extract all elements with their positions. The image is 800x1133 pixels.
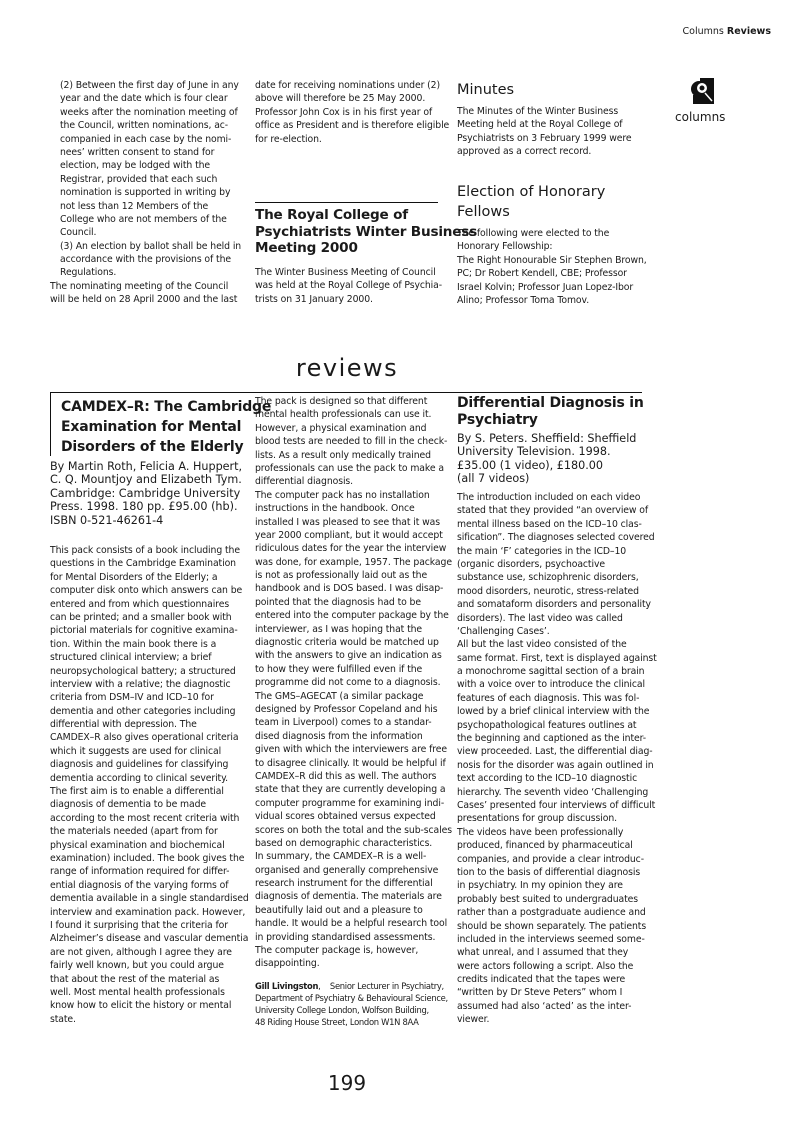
text-line: This pack consists of a book including the	[50, 545, 240, 556]
text-line: All but the last video consisted of the	[457, 639, 627, 651]
text-line: The Right Honourable Sir Stephen Brown,	[457, 254, 647, 266]
text-line: installed I was pleased to see that it was	[255, 516, 441, 528]
text-line: substance use, schizophrenic disorders,	[457, 572, 639, 584]
title-line: Examination for Mental	[61, 419, 242, 435]
text-line: date for receiving nominations under (2)	[255, 80, 441, 91]
text-line: is not as professionally laid out as the	[255, 570, 428, 582]
text-line: nosis for the disorder was again outlined in	[457, 759, 654, 771]
running-header	[683, 26, 771, 37]
text-line: handbook and is DOS based. I was disap-	[255, 583, 444, 595]
text-line: instructions in the handbook. Once	[255, 503, 415, 515]
text-line: hierarchy. The seventh video ‘Challenging	[457, 786, 649, 798]
byline-line: University Television. 1998.	[457, 445, 611, 459]
affiliation-line: 48 Riding House Street, London W1N 8AA	[255, 1017, 419, 1027]
text-line: PC; Dr Robert Kendell, CBE; Professor	[457, 268, 627, 280]
text-line: diagnosis of dementia to be made	[50, 799, 207, 811]
text-line: election, may be lodged with the	[60, 160, 211, 172]
text-line: professionals can use the pack to make a	[255, 462, 444, 474]
columns-logo-icon	[688, 77, 718, 105]
text-line: vidual scores obtained versus expected	[255, 811, 436, 823]
text-line: assumed had also ‘acted’ as the inter-	[457, 1000, 632, 1012]
text-line: year and the date which is four clear	[60, 93, 228, 105]
text-line: differential diagnosis.	[255, 476, 354, 488]
text-line: questions in the Cambridge Examination	[50, 558, 236, 570]
text-line: mental illness based on the ICD–10 clas-	[457, 518, 642, 530]
text-line: mood disorders, neurotic, stress-related	[457, 585, 639, 597]
review1-col1-text	[50, 544, 249, 1026]
text-line: The computer package is, however,	[255, 945, 419, 957]
text-line: computer programme for examining indi-	[255, 797, 445, 809]
reviewer-name: Gill Livingston	[255, 981, 319, 991]
text-line: examination) included. The book gives the	[50, 852, 245, 864]
text-line: office as President and is therefore eligible	[255, 120, 450, 132]
title-line: Differential Diagnosis in	[457, 395, 644, 411]
text-line: for Mental Disorders of the Elderly; a	[50, 571, 218, 583]
text-line: programme did not come to a diagnosis.	[255, 677, 441, 689]
page-number: 199	[327, 1071, 367, 1095]
title-line: Psychiatrists Winter Business	[255, 223, 478, 240]
text-line: stated that they provided “an overview of	[457, 505, 649, 517]
review2-byline	[457, 432, 636, 486]
text-line: state.	[50, 1013, 76, 1025]
text-line: fairly well known, but you could argue	[50, 960, 224, 972]
text-line: presentations for group discussion.	[457, 813, 617, 825]
text-line: The Winter Business Meeting of Council	[255, 267, 436, 278]
text-line: probably best suited to undergraduates	[457, 893, 639, 905]
review1-byline	[50, 460, 242, 527]
text-line: above will therefore be 25 May 2000.	[255, 93, 426, 105]
text-line: the main ‘F’ categories in the ICD–10	[457, 545, 627, 557]
text-line: mental health professionals can use it.	[255, 409, 432, 421]
text-line: should be shown separately. The patients	[457, 920, 647, 932]
honorary-title	[457, 182, 605, 222]
text-line: computer disk onto which answers can be	[50, 585, 243, 597]
reviewer-title: Senior Lecturer in Psychiatry,	[329, 981, 444, 991]
byline-line: ISBN 0-521-46261-4	[50, 513, 164, 527]
text-line: will be held on 28 April 2000 and the last	[50, 294, 238, 306]
text-line: the beginning and captioned as the inter-	[457, 733, 647, 745]
text-line: However, a physical examination and	[255, 422, 427, 434]
section-rule	[255, 202, 438, 203]
text-line: given with which the interviewers are free	[255, 744, 448, 756]
text-line: for re-election.	[255, 133, 322, 145]
text-line: that about the rest of the material as	[50, 973, 220, 985]
text-line: dised diagnosis from the information	[255, 730, 423, 742]
text-line: organised and generally comprehensive	[255, 864, 439, 876]
text-line: handle. It would be a helpful research tool	[255, 918, 448, 930]
text-line: well. Most mental health professionals	[50, 986, 225, 998]
review1-title	[61, 397, 271, 457]
text-line: differential with depression. The	[50, 719, 197, 731]
winter-meeting-title	[255, 207, 477, 257]
text-line: interview with a relative; the diagnostic	[50, 678, 231, 690]
text-line: ‘Challenging Cases’.	[457, 625, 550, 637]
affiliation-line: Department of Psychiatry & Behavioural Science,	[255, 993, 448, 1003]
text-line: The GMS–AGECAT (a similar package	[255, 690, 424, 702]
text-line: structured clinical interview; a brief	[50, 652, 212, 664]
text-line: dementia and other categories including	[50, 705, 236, 717]
text-line: state that they are currently developing a	[255, 784, 446, 796]
text-line: Professor John Cox is in his first year of	[255, 106, 433, 118]
text-line: Alzheimer’s disease and vascular dementia	[50, 933, 249, 945]
text-line: disappointing.	[255, 958, 320, 970]
text-line: entered into the computer package by the	[255, 610, 449, 622]
minutes-title: Minutes	[457, 82, 515, 98]
text-line: included in the interviews seemed some-	[457, 933, 645, 945]
text-line: features of each diagnosis. This was fol-	[457, 692, 640, 704]
minutes-body	[457, 105, 632, 159]
text-line: nomination is supported in writing by	[60, 187, 231, 199]
text-line: psychopathological features outlines at	[457, 719, 637, 731]
text-line: pointed that the diagnosis had to be	[255, 596, 421, 608]
text-line: team in Liverpool) comes to a standar-	[255, 717, 432, 729]
text-line: (2) Between the first day of June in any	[60, 80, 239, 91]
text-line: same format. First, text is displayed against	[457, 652, 657, 664]
reviewer-signature: Gill Livingston, Senior Lecturer in Psychiatry, Department of Psychiatry & Behavioural Science, University College London, Wolfson Building, 48 Riding House Street, London W1N 8AA	[255, 981, 448, 1027]
text-line: Meeting held at the Royal College of	[457, 119, 623, 131]
text-line: are not given, although I agree they are	[50, 946, 232, 958]
text-line: (3) An election by ballot shall be held in	[60, 240, 242, 252]
text-line: The pack is designed so that different	[255, 396, 428, 407]
text-line: dementia according to clinical severity.	[50, 772, 229, 784]
title-line: Meeting 2000	[255, 240, 358, 256]
text-line: dementia available in a single standardised	[50, 893, 249, 905]
text-line: which it suggests are used for clinical	[50, 745, 222, 757]
title-line: Disorders of the Elderly	[61, 439, 244, 455]
text-line: range of information required for differ-	[50, 866, 230, 878]
text-line: trists on 31 January 2000.	[255, 293, 373, 305]
byline-line: £35.00 (1 video), £180.00	[457, 458, 604, 472]
reviews-heading: reviews	[295, 354, 399, 382]
text-line: companies, and provide a clear introduc-	[457, 853, 644, 865]
text-line: tion to the basis of differential diagnosis	[457, 866, 641, 878]
affiliation-line: University College London, Wolfson Building,	[255, 1005, 429, 1015]
text-line: lowed by a brief clinical interview with the	[457, 706, 650, 718]
text-line: was held at the Royal College of Psychia-	[255, 280, 443, 292]
text-line: The first aim is to enable a differential	[50, 786, 224, 798]
review1-col2-text	[255, 395, 452, 971]
text-line: designed by Professor Copeland and his	[255, 703, 438, 715]
text-line: In summary, the CAMDEX–R is a well-	[255, 851, 427, 863]
text-line: viewer.	[457, 1014, 490, 1026]
text-line: “written by Dr Steve Peters” whom I	[457, 987, 623, 999]
text-line: The following were elected to the	[457, 228, 610, 239]
text-line: The introduction included on each video	[457, 492, 641, 503]
reviews-top-rule	[50, 392, 642, 393]
text-line: beautifully laid out and a pleasure to	[255, 904, 423, 916]
byline-line: Press. 1998. 180 pp. £95.00 (hb).	[50, 500, 238, 514]
text-line: entered and from which questionnaires	[50, 598, 230, 610]
text-line: the Council, written nominations, ac-	[60, 120, 229, 132]
review2-body	[457, 491, 657, 1027]
text-line: The computer pack has no installation	[255, 489, 430, 501]
columns-logo-label: columns	[675, 110, 726, 124]
text-line: accordance with the provisions of the	[60, 254, 232, 266]
text-line: were actors following a script. Also the	[457, 960, 634, 972]
top-col2-text	[255, 79, 449, 146]
text-line: College who are not members of the	[60, 213, 227, 225]
text-line: credits indicated that the tapes were	[457, 974, 626, 986]
text-line: The nominating meeting of the Council	[50, 280, 229, 292]
text-line: companied in each case by the nomi-	[60, 133, 232, 145]
text-line: know how to elicit the history or mental	[50, 1000, 232, 1012]
review1-title-box-rule	[50, 392, 51, 456]
text-line: not less than 12 Members of the	[60, 200, 209, 212]
text-line: (organic disorders, psychoactive	[457, 558, 605, 570]
text-line: diagnosis of dementia. The materials are	[255, 891, 442, 903]
text-line: to disagree clinically. It would be helpful if	[255, 757, 446, 769]
text-line: disorders). The last video was called	[457, 612, 623, 624]
title-line: Election of Honorary	[457, 184, 606, 200]
text-line: tion. Within the main book there is a	[50, 638, 217, 650]
text-line: a monochrome sagittal section of a brain	[457, 666, 645, 678]
text-line: rather than a postgraduate audience and	[457, 907, 646, 919]
text-line: Alino; Professor Toma Tomov.	[457, 294, 590, 306]
top-col1-text	[50, 79, 241, 307]
text-line: criteria from DSM–IV and ICD–10 for	[50, 692, 214, 704]
title-line: Psychiatry	[457, 411, 538, 428]
text-line: I found it surprising that the criteria for	[50, 919, 228, 931]
text-line: was done, for example, 1957. The package	[255, 556, 452, 568]
text-line: nees’ written consent to stand for	[60, 146, 215, 158]
text-line: the materials needed (apart from for	[50, 826, 218, 838]
text-line: text according to the ICD–10 diagnostic	[457, 773, 638, 785]
text-line: lists. As a result only medically trained	[255, 449, 431, 461]
byline-line: C. Q. Mountjoy and Elizabeth Tym.	[50, 473, 242, 487]
text-line: according to the most recent criteria with	[50, 812, 240, 824]
text-line: and somataform disorders and personality	[457, 599, 651, 611]
text-line: ential diagnosis of the varying forms of	[50, 879, 229, 891]
text-line: The videos have been professionally	[457, 826, 624, 838]
byline-line: By Martin Roth, Felicia A. Huppert,	[50, 460, 243, 473]
text-line: year 2000 compliant, but it would accept	[255, 529, 443, 541]
text-line: weeks after the nomination meeting of	[60, 106, 238, 118]
text-line: diagnostic criteria would be matched up	[255, 637, 439, 649]
text-line: Israel Kolvin; Professor Juan Lopez-Ibor	[457, 281, 634, 293]
text-line: Registrar, provided that each such	[60, 173, 218, 185]
text-line: scores on both the total and the sub-scales	[255, 824, 452, 836]
review2-title	[457, 395, 644, 428]
text-line: physical examination and biochemical	[50, 839, 225, 851]
winter-meeting-body	[255, 266, 442, 306]
text-line: The Minutes of the Winter Business	[457, 106, 619, 117]
text-line: pictorial materials for cognitive examina-	[50, 625, 238, 637]
text-line: what unreal, and I assumed that they	[457, 947, 629, 959]
byline-line: Cambridge: Cambridge University	[50, 486, 241, 500]
text-line: neuropsychological battery; a structured	[50, 665, 236, 677]
text-line: with the answers to give an indication as	[255, 650, 442, 662]
header-section: Columns	[682, 26, 724, 37]
text-line: in providing standardised assessments.	[255, 931, 436, 943]
text-line: sification”. The diagnoses selected covered	[457, 532, 655, 544]
text-line: approved as a correct record.	[457, 146, 592, 158]
byline-line: (all 7 videos)	[457, 472, 530, 486]
text-line: CAMDEX–R did this as well. The authors	[255, 770, 437, 782]
text-line: to how they were fulfilled even if the	[255, 663, 423, 675]
text-line: with a voice over to introduce the clinical	[457, 679, 645, 691]
text-line: in psychiatry. In my opinion they are	[457, 880, 623, 892]
title-line: Fellows	[457, 204, 510, 220]
text-line: based on demographic characteristics.	[255, 837, 433, 849]
honorary-body	[457, 227, 647, 307]
text-line: can be printed; and a smaller book with	[50, 611, 232, 623]
text-line: interviewer, as I was hoping that the	[255, 623, 423, 635]
text-line: diagnosis and guidelines for classifying	[50, 759, 229, 771]
title-line: The Royal College of	[255, 207, 408, 223]
text-line: produced, financed by pharmaceutical	[457, 840, 633, 852]
header-subsection: Reviews	[726, 26, 771, 37]
text-line: Regulations.	[60, 267, 117, 279]
text-line: CAMDEX–R also gives operational criteria	[50, 732, 239, 744]
text-line: blood tests are needed to fill in the check-	[255, 436, 448, 448]
byline-line: By S. Peters. Sheffield: Sheffield	[457, 432, 637, 445]
title-line: CAMDEX–R: The Cambridge	[61, 399, 272, 415]
text-line: Council.	[60, 227, 97, 239]
text-line: Honorary Fellowship:	[457, 241, 553, 253]
text-line: view proceeded. Last, the differential diag-	[457, 746, 653, 758]
text-line: ridiculous dates for the year the interview	[255, 543, 447, 555]
text-line: interview and examination pack. However,	[50, 906, 246, 918]
text-line: Psychiatrists on 3 February 1999 were	[457, 132, 632, 144]
text-line: research instrument for the differential	[255, 878, 433, 890]
text-line: Cases’ presented four interviews of difficult	[457, 799, 656, 811]
